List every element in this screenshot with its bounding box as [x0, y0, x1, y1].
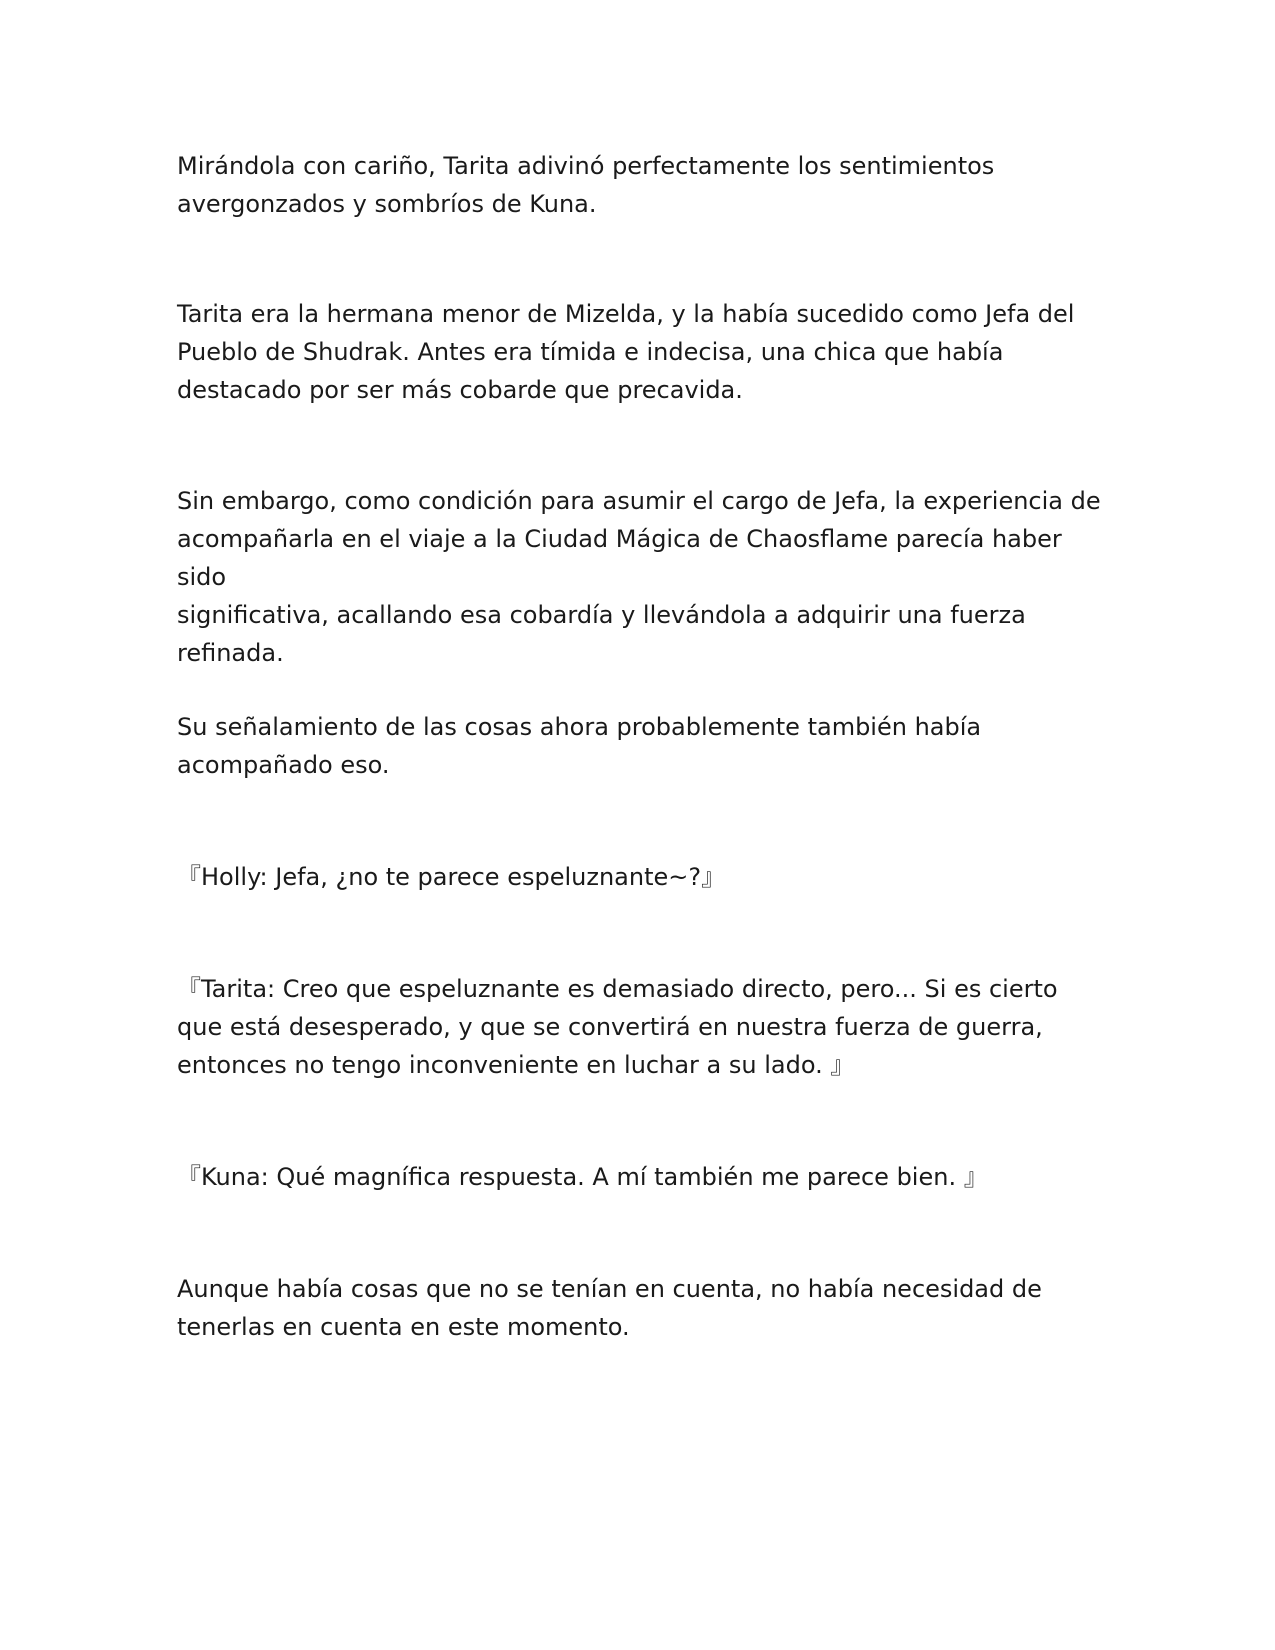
paragraph-1: Mirándola con cariño, Tarita adivinó perfectamente los sentimientos avergonzados y sombríos de Kuna.: [177, 152, 995, 218]
paragraph-3: Sin embargo, como condición para asumir el cargo de Jefa, la experiencia de acompañarla en el viaje a la Ciudad Mágica de Chaosflame parecía haber sido significativa, acallando esa cobardía y llevándola a adquirir una fuerza refinada.: [177, 487, 1101, 667]
paragraph-4: Su señalamiento de las cosas ahora probablemente también había acompañado eso.: [177, 713, 982, 779]
dialogue-holly: 『Holly: Jefa, ¿no te parece espeluznante~?』: [177, 863, 726, 891]
paragraph-final: Aunque había cosas que no se tenían en cuenta, no había necesidad de tenerlas en cuenta en este momento.: [177, 1275, 1042, 1341]
paragraph-2: Tarita era la hermana menor de Mizelda, y la había sucedido como Jefa del Pueblo de Shudrak. Antes era tímida e indecisa, una chica que había destacado por ser más cobarde que precavida.: [177, 300, 1075, 404]
dialogue-kuna: 『Kuna: Qué magnífica respuesta. A mí también me parece bien. 』: [177, 1163, 988, 1191]
dialogue-tarita: 『Tarita: Creo que espeluznante es demasiado directo, pero... Si es cierto que está desesperado, y que se convertirá en nuestra fuerza de guerra, entonces no tengo inconveniente en luchar a su lado. 』: [177, 975, 1058, 1079]
